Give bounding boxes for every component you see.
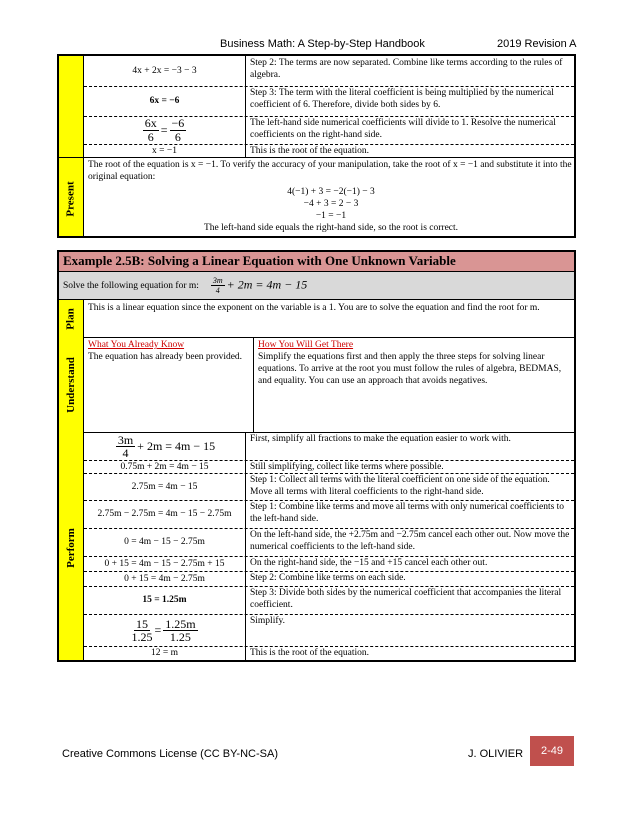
step-left: 0 + 15 = 4m − 2.75m [124, 573, 205, 584]
top-step-left-fraction: $\frac{6x}{6}$ = $\frac{-6}{6}$ [144, 115, 185, 144]
example-title: Example 2.5B: Solving a Linear Equation with One Unknown Variable [59, 252, 574, 272]
how-section: How You Will Get There Simplify the equations first and then apply the three steps for solving linear equations. To arrive at the root you must follow the rules of algebra, BEDMAS, and equality. You can use an approach that avoids negatives. [253, 337, 574, 432]
equation-prompt: Solve the following equation for m: $\frac{3m}{4}$ + 2m = 4m − 15 [59, 272, 574, 300]
sidebar-blank [59, 56, 84, 157]
step-right: First, simplify all fractions to make the equation easier to work with. [245, 432, 574, 460]
plan-text: This is a linear equation since the exponent on the variable is a 1. You are to solve the equation and find the root for m. [88, 303, 540, 313]
footer-author: J. OLIVIER [468, 748, 524, 760]
top-step-right: Step 3: The term with the literal coefficient is being multiplied by the numerical coefficient of 6. Therefore, divide both sides by 6. [245, 86, 574, 116]
step-right: Step 1: Combine like terms and move all terms with only numerical coefficients to the left-hand side. [245, 500, 574, 528]
sidebar-understand: Understand [59, 337, 84, 432]
step-left: 15 = 1.25m [142, 595, 187, 605]
previous-example-box [57, 54, 576, 238]
step-right: Step 3: Divide both sides by the numerical coefficient that accompanies the literal coefficient. [245, 586, 574, 614]
step-right: On the left-hand side, the +2.75m and −2.75m cancel each other out. Now move the numerical coefficients to the left-hand side. [245, 528, 574, 556]
sidebar-present: Present [59, 157, 84, 238]
example-box [57, 250, 576, 662]
step-right: Step 2: Combine like terms on each side. [245, 571, 574, 586]
footer-license: Creative Commons License (CC BY-NC-SA) [62, 748, 278, 760]
step-left-fraction: $\frac{15}{1.25}$ = $\frac{1.25m}{1.25}$ [131, 616, 196, 644]
sidebar-plan: Plan [59, 300, 84, 337]
step-right: This is the root of the equation. [245, 646, 574, 660]
step-left-fraction: $\frac{3m}{4}$ + 2m = 4m − 15 [117, 432, 216, 460]
step-left: 12 = m [151, 648, 178, 658]
top-step-left: 6x = −6 [149, 96, 180, 106]
step-left: 0 + 15 = 4m − 15 − 2.75m + 15 [104, 558, 225, 569]
page-number: 2-49 [530, 736, 574, 766]
top-step-right: Step 2: The terms are now separated. Combine like terms according to the rules of algebra. [245, 56, 574, 86]
top-step-right: The left-hand side numerical coefficients will divide to 1. Resolve the numerical coefficients on the right-hand side. [245, 116, 574, 144]
step-right: On the right-hand side, the −15 and +15 cancel each other out. [245, 556, 574, 571]
step-left: 0 = 4m − 15 − 2.75m [124, 537, 205, 547]
step-left: 2.75m = 4m − 15 [131, 481, 198, 492]
verification: 4(−1) + 3 = −2(−1) − 3 −4 + 3 = 2 − 3 −1 = −1 The left-hand side equals the right-hand side, so the root is correct. [203, 187, 459, 233]
step-left: 2.75m − 2.75m = 4m − 15 − 2.75m [97, 509, 232, 519]
top-step-left: 4x + 2x = −3 − 3 [132, 66, 197, 76]
step-right: Step 1: Collect all terms with the literal coefficient on one side of the equation. Move all terms with literal coefficients to the right-hand side. [245, 473, 574, 500]
top-step-left: x = −1 [152, 145, 177, 156]
header-title: Business Math: A Step-by-Step Handbook [220, 38, 425, 50]
sidebar-perform: Perform [59, 432, 84, 662]
step-right: Still simplifying, collect like terms where possible. [245, 460, 574, 473]
know-section: What You Already Know The equation has already been provided. [88, 340, 243, 362]
top-step-right: This is the root of the equation. [245, 144, 574, 157]
step-left: 0.75m + 2m = 4m − 15 [120, 461, 209, 472]
header-revision: 2019 Revision A [497, 38, 577, 50]
present-text: The root of the equation is x = −1. To verify the accuracy of your manipulation, take the root of x = −1 and substitute it into the original equation: [88, 160, 572, 182]
step-right: Simplify. [245, 614, 574, 646]
